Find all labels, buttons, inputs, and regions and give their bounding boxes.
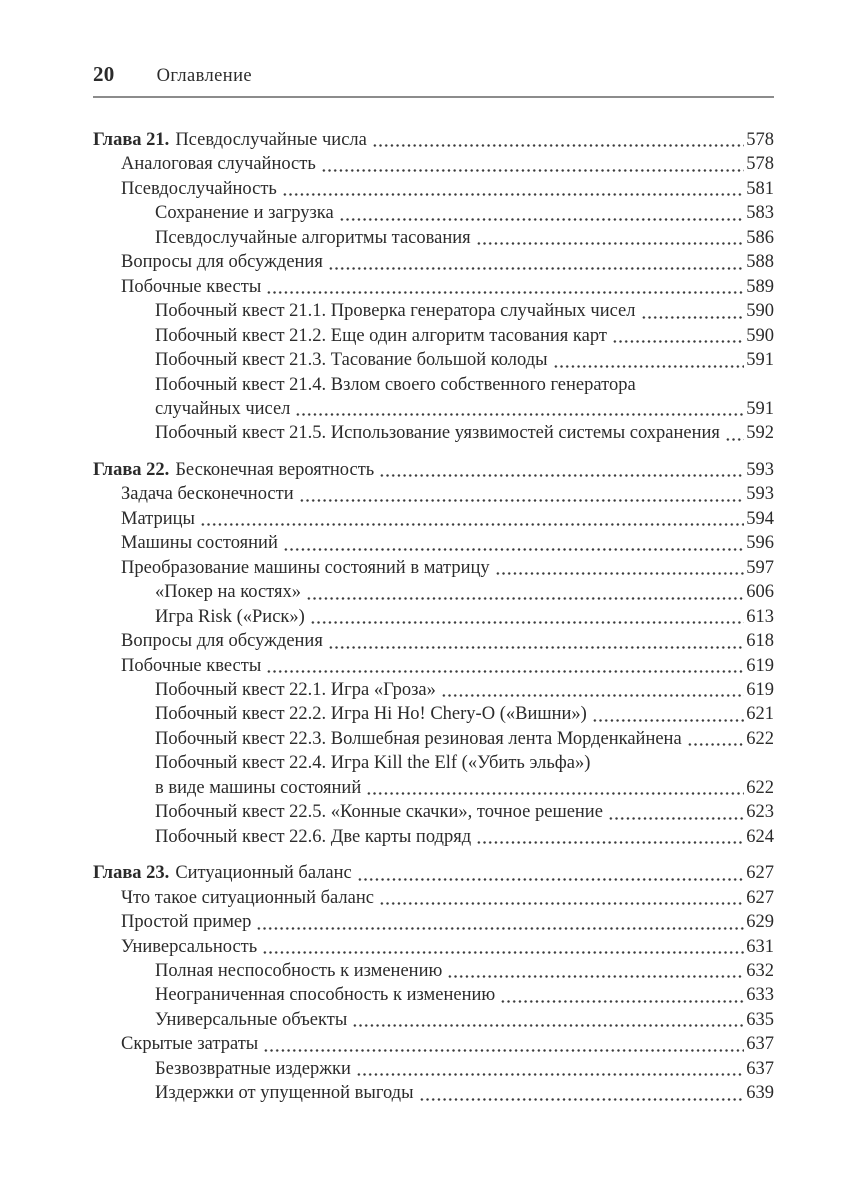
dot-leader (328, 646, 744, 649)
toc-entry-row (93, 751, 774, 775)
toc (93, 128, 774, 1106)
toc-entry-row (93, 580, 774, 604)
entry-page-number: 624 (746, 826, 774, 847)
dot-leader (266, 291, 744, 294)
entry-title: Побочные квесты (121, 276, 262, 297)
dot-leader (282, 193, 744, 196)
entry-title: Псевдослучайные алгоритмы тасования (155, 227, 471, 248)
toc-entry-row (93, 935, 774, 959)
dot-leader (328, 267, 744, 270)
entry-page-number: 622 (746, 728, 774, 749)
entry-title: Вопросы для обсуждения (121, 252, 323, 273)
dot-leader (476, 841, 744, 844)
chapter-page-number: 593 (746, 459, 774, 480)
entry-page-number: 593 (746, 484, 774, 505)
entry-title: Игра Risk («Риск») (155, 606, 305, 627)
toc-entry-row (93, 776, 774, 800)
entry-page-number: 631 (746, 936, 774, 957)
page-title: Оглавление (156, 66, 253, 86)
page-number: 20 (93, 62, 115, 86)
dot-leader (310, 621, 744, 624)
dot-leader (495, 572, 745, 575)
toc-entry-row (93, 1081, 774, 1105)
entry-title: Универсальность (121, 936, 258, 957)
entry-page-number: 629 (746, 912, 774, 933)
running-head (93, 62, 774, 98)
dot-leader (256, 927, 744, 930)
entry-page-number: 588 (746, 252, 774, 273)
dot-leader (447, 975, 744, 978)
entry-title: Псевдослучайность (121, 178, 277, 199)
toc-entry-row (93, 201, 774, 225)
chapter-page-number: 627 (746, 863, 774, 884)
entry-title: Неограниченная способность к изменению (155, 985, 496, 1006)
toc-entry-row (93, 654, 774, 678)
entry-page-number: 597 (746, 557, 774, 578)
dot-leader (553, 365, 745, 368)
dot-leader (366, 792, 744, 795)
dot-leader (641, 316, 745, 319)
toc-entry-row (93, 507, 774, 531)
entry-page-number: 618 (746, 631, 774, 652)
toc-entry-row (93, 727, 774, 751)
entry-title: Побочный квест 22.4. Игра Kill the Elf («Убить эльфа») (155, 753, 591, 774)
entry-title: в виде машины состояний (155, 777, 362, 798)
chapter-number-label: Глава 22. (93, 459, 170, 480)
toc-chapter-row (93, 458, 774, 482)
entry-title: Побочный квест 21.2. Еще один алгоритм тасования карт (155, 325, 607, 346)
toc-entry-row (93, 275, 774, 299)
chapter-title: Ситуационный баланс (175, 863, 352, 884)
toc-entry-row (93, 702, 774, 726)
entry-title: Вопросы для обсуждения (121, 631, 323, 652)
entry-page-number: 589 (746, 276, 774, 297)
toc-entry-row (93, 910, 774, 934)
entry-page-number: 637 (746, 1058, 774, 1079)
entry-page-number: 622 (746, 777, 774, 798)
toc-entry-row (93, 152, 774, 176)
entry-page-number: 591 (746, 398, 774, 419)
entry-page-number: 581 (746, 178, 774, 199)
entry-page-number: 596 (746, 533, 774, 554)
entry-page-number: 639 (746, 1083, 774, 1104)
toc-entry-row (93, 629, 774, 653)
entry-page-number: 591 (746, 350, 774, 371)
entry-title: Побочный квест 21.5. Использование уязвимостей системы сохранения (155, 423, 720, 444)
entry-title: Машины состояний (121, 533, 278, 554)
dot-leader (419, 1098, 745, 1101)
toc-entry-row (93, 1057, 774, 1081)
entry-page-number: 637 (746, 1034, 774, 1055)
dot-leader (339, 218, 745, 221)
entry-title: Побочный квест 22.6. Две карты подряд (155, 826, 472, 847)
dot-leader (299, 499, 745, 502)
entry-title: Сохранение и загрузка (155, 203, 334, 224)
toc-entry-row (93, 226, 774, 250)
dot-leader (441, 694, 744, 697)
toc-entry-row (93, 678, 774, 702)
entry-page-number: 613 (746, 606, 774, 627)
toc-chapter-row (93, 128, 774, 152)
toc-entry-row (93, 482, 774, 506)
entry-page-number: 594 (746, 508, 774, 529)
entry-title: Побочный квест 22.1. Игра «Гроза» (155, 679, 436, 700)
entry-page-number: 621 (746, 704, 774, 725)
entry-page-number: 586 (746, 227, 774, 248)
toc-entry-row (93, 299, 774, 323)
toc-chapter (93, 128, 774, 446)
dot-leader (379, 902, 744, 905)
entry-page-number: 632 (746, 960, 774, 981)
entry-page-number: 578 (746, 154, 774, 175)
entry-title: Простой пример (121, 912, 252, 933)
entry-title: Побочные квесты (121, 655, 262, 676)
toc-entry-row (93, 556, 774, 580)
chapter-title: Псевдослучайные числа (175, 130, 367, 150)
chapter-number-label: Глава 23. (93, 863, 170, 884)
dot-leader (356, 1073, 744, 1076)
entry-title: Универсальные объекты (155, 1009, 348, 1030)
entry-title: Побочный квест 22.3. Волшебная резиновая лента Морденкайнена (155, 728, 682, 749)
entry-title: случайных чисел (155, 398, 291, 419)
dot-leader (592, 719, 744, 722)
dot-leader (283, 548, 744, 551)
entry-title: Полная неспособность к изменению (155, 960, 443, 981)
dot-leader (262, 951, 744, 954)
dot-leader (612, 340, 744, 343)
toc-entry-row (93, 959, 774, 983)
dot-leader (352, 1024, 744, 1027)
entry-title: Побочный квест 21.1. Проверка генератора случайных чисел (155, 301, 636, 322)
toc-chapter (93, 861, 774, 1106)
entry-page-number: 635 (746, 1009, 774, 1030)
chapter-page-number: 578 (746, 130, 774, 150)
entry-title: «Покер на костях» (155, 582, 302, 603)
entry-title: Задача бесконечности (121, 484, 294, 505)
toc-entry-row (93, 250, 774, 274)
entry-title: Преобразование машины состояний в матрицу (121, 557, 490, 578)
entry-page-number: 590 (746, 325, 774, 346)
toc-entry-row (93, 800, 774, 824)
toc-entry-row (93, 177, 774, 201)
toc-entry-row (93, 531, 774, 555)
toc-entry-row (93, 1032, 774, 1056)
dot-leader (687, 743, 745, 746)
entry-title: Безвозвратные издержки (155, 1058, 351, 1079)
entry-title: Скрытые затраты (121, 1034, 259, 1055)
entry-page-number: 623 (746, 802, 774, 823)
dot-leader (357, 878, 744, 881)
toc-entry-row (93, 1008, 774, 1032)
chapter-number-label: Глава 21. (93, 130, 170, 150)
entry-title: Что такое ситуационный баланс (121, 887, 374, 908)
entry-page-number: 606 (746, 582, 774, 603)
entry-page-number: 627 (746, 887, 774, 908)
entry-title: Побочный квест 22.5. «Конные скачки», точное решение (155, 802, 603, 823)
toc-chapter (93, 458, 774, 849)
entry-page-number: 590 (746, 301, 774, 322)
dot-leader (372, 144, 744, 147)
entry-title: Матрицы (121, 508, 195, 529)
entry-page-number: 619 (746, 655, 774, 676)
dot-leader (263, 1049, 744, 1052)
toc-entry-row (93, 397, 774, 421)
entry-title: Побочный квест 22.2. Игра Hi Ho! Chery-O («Вишни») (155, 704, 587, 725)
entry-title: Побочный квест 21.4. Взлом своего собственного генератора (155, 374, 636, 395)
toc-entry-row (93, 605, 774, 629)
toc-entry-row (93, 825, 774, 849)
entry-title: Побочный квест 21.3. Тасование большой колоды (155, 350, 548, 371)
entry-title: Издержки от упущенной выгоды (155, 1083, 414, 1104)
dot-leader (500, 1000, 744, 1003)
dot-leader (295, 413, 744, 416)
entry-page-number: 619 (746, 679, 774, 700)
toc-chapter-row (93, 861, 774, 885)
toc-entry-row (93, 348, 774, 372)
dot-leader (321, 169, 744, 172)
dot-leader (725, 438, 744, 441)
toc-entry-row (93, 983, 774, 1007)
entry-page-number: 592 (746, 423, 774, 444)
dot-leader (476, 242, 745, 245)
dot-leader (608, 817, 744, 820)
toc-entry-row (93, 373, 774, 397)
entry-page-number: 583 (746, 203, 774, 224)
chapter-title: Бесконечная вероятность (175, 459, 375, 480)
toc-entry-row (93, 421, 774, 445)
toc-entry-row (93, 324, 774, 348)
entry-page-number: 633 (746, 985, 774, 1006)
dot-leader (266, 670, 744, 673)
dot-leader (306, 597, 744, 600)
entry-title: Аналоговая случайность (121, 154, 316, 175)
dot-leader (200, 523, 744, 526)
toc-entry-row (93, 886, 774, 910)
dot-leader (379, 474, 744, 477)
